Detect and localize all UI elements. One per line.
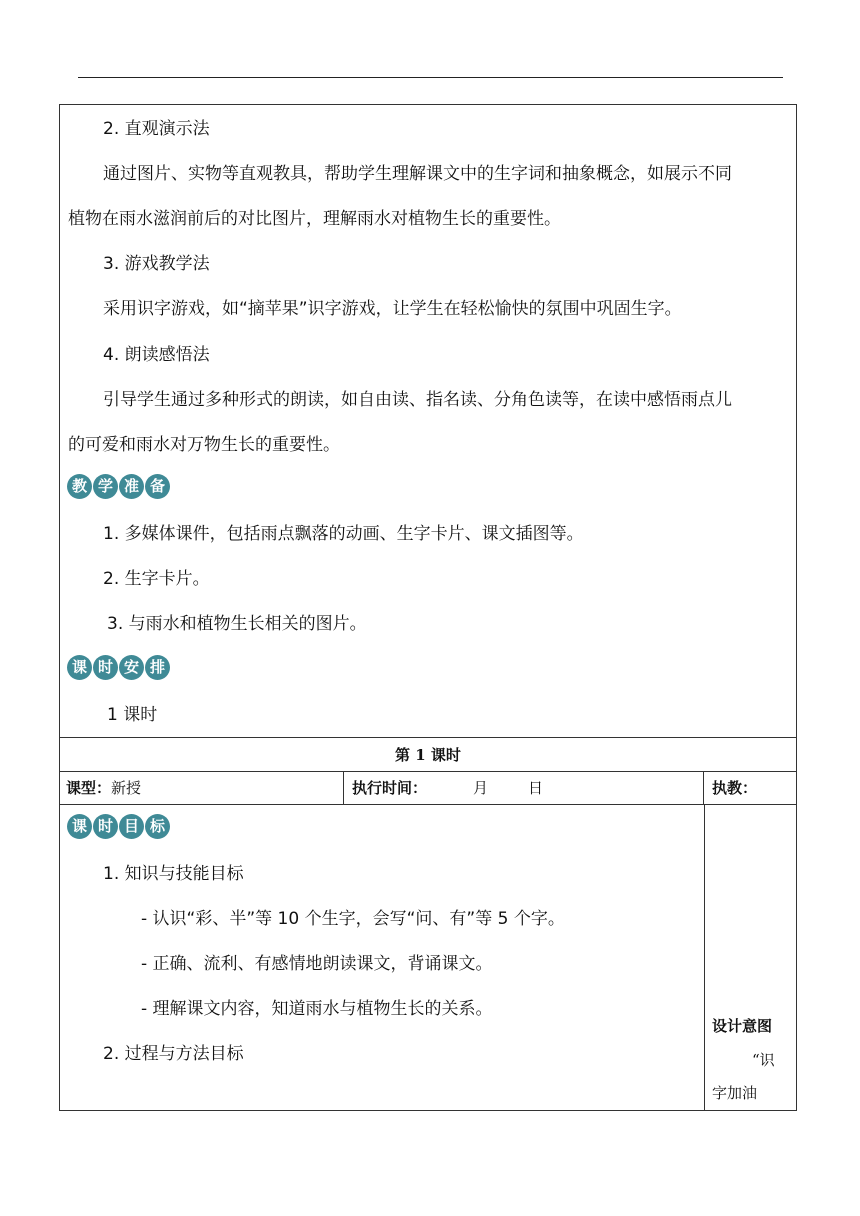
lesson-title-row bbox=[59, 737, 797, 772]
schedule-text: 1 课时 bbox=[107, 705, 158, 725]
goal-2-title: 2. 过程与方法目标 bbox=[103, 1044, 244, 1064]
prep-item-3: 3. 与雨水和植物生长相关的图片。 bbox=[107, 614, 367, 634]
lesson-type-label: 课型： bbox=[66, 779, 112, 797]
method-4-line-2: 的可爱和雨水对万物生长的重要性。 bbox=[68, 435, 340, 455]
badge-char: 安 bbox=[119, 655, 144, 680]
method-3-title: 3. 游戏教学法 bbox=[103, 254, 210, 274]
badge-char: 准 bbox=[119, 474, 144, 499]
lesson-type-value: 新授 bbox=[111, 779, 142, 797]
goal-1-item: - 正确、流利、有感情地朗读课文，背诵课文。 bbox=[141, 954, 493, 974]
teaching-prep-badge bbox=[67, 474, 170, 499]
design-column bbox=[704, 804, 797, 1111]
method-4-line-1: 引导学生通过多种形式的朗读，如自由读、指名读、分角色读等，在读中感悟雨点儿 bbox=[103, 390, 732, 410]
design-intent-label: 设计意图 bbox=[712, 1017, 773, 1035]
lesson-type bbox=[66, 777, 141, 799]
header-rule bbox=[78, 77, 783, 78]
goal-1-item: - 理解课文内容，知道雨水与植物生长的关系。 bbox=[141, 999, 493, 1019]
method-3-line-1: 采用识字游戏，如“摘苹果”识字游戏，让学生在轻松愉快的氛围中巩固生字。 bbox=[103, 299, 682, 319]
lesson-time-label: 执行时间： bbox=[352, 779, 428, 797]
lesson-day: 日 bbox=[528, 779, 544, 797]
badge-char: 学 bbox=[93, 474, 118, 499]
badge-char: 目 bbox=[119, 814, 144, 839]
method-2-line-1: 通过图片、实物等直观教具，帮助学生理解课文中的生字词和抽象概念，如展示不同 bbox=[103, 164, 732, 184]
lesson-teacher-label: 执教： bbox=[712, 779, 758, 797]
prep-item-2: 2. 生字卡片。 bbox=[103, 569, 210, 589]
design-intent-line-1: “识 bbox=[752, 1051, 775, 1069]
content-frame bbox=[59, 104, 797, 739]
lesson-goals-badge bbox=[67, 814, 170, 839]
badge-char: 备 bbox=[145, 474, 170, 499]
schedule-badge bbox=[67, 655, 170, 680]
badge-char: 课 bbox=[67, 814, 92, 839]
badge-char: 排 bbox=[145, 655, 170, 680]
method-2-line-2: 植物在雨水滋润前后的对比图片，理解雨水对植物生长的重要性。 bbox=[68, 209, 561, 229]
badge-char: 时 bbox=[93, 814, 118, 839]
prep-item-1: 1. 多媒体课件，包括雨点飘落的动画、生字卡片、课文插图等。 bbox=[103, 524, 584, 544]
method-2-title: 2. 直观演示法 bbox=[103, 119, 210, 139]
badge-char: 教 bbox=[67, 474, 92, 499]
design-intent-line-2: 字加油 bbox=[712, 1084, 758, 1102]
goal-1-title: 1. 知识与技能目标 bbox=[103, 864, 244, 884]
goal-1-item: - 认识“彩、半”等 10 个生字，会写“问、有”等 5 个字。 bbox=[141, 909, 565, 929]
lesson-title: 第 1 课时 bbox=[395, 746, 461, 764]
badge-char: 时 bbox=[93, 655, 118, 680]
lesson-month: 月 bbox=[473, 779, 489, 797]
badge-char: 标 bbox=[145, 814, 170, 839]
method-4-title: 4. 朗读感悟法 bbox=[103, 345, 210, 365]
badge-char: 课 bbox=[67, 655, 92, 680]
